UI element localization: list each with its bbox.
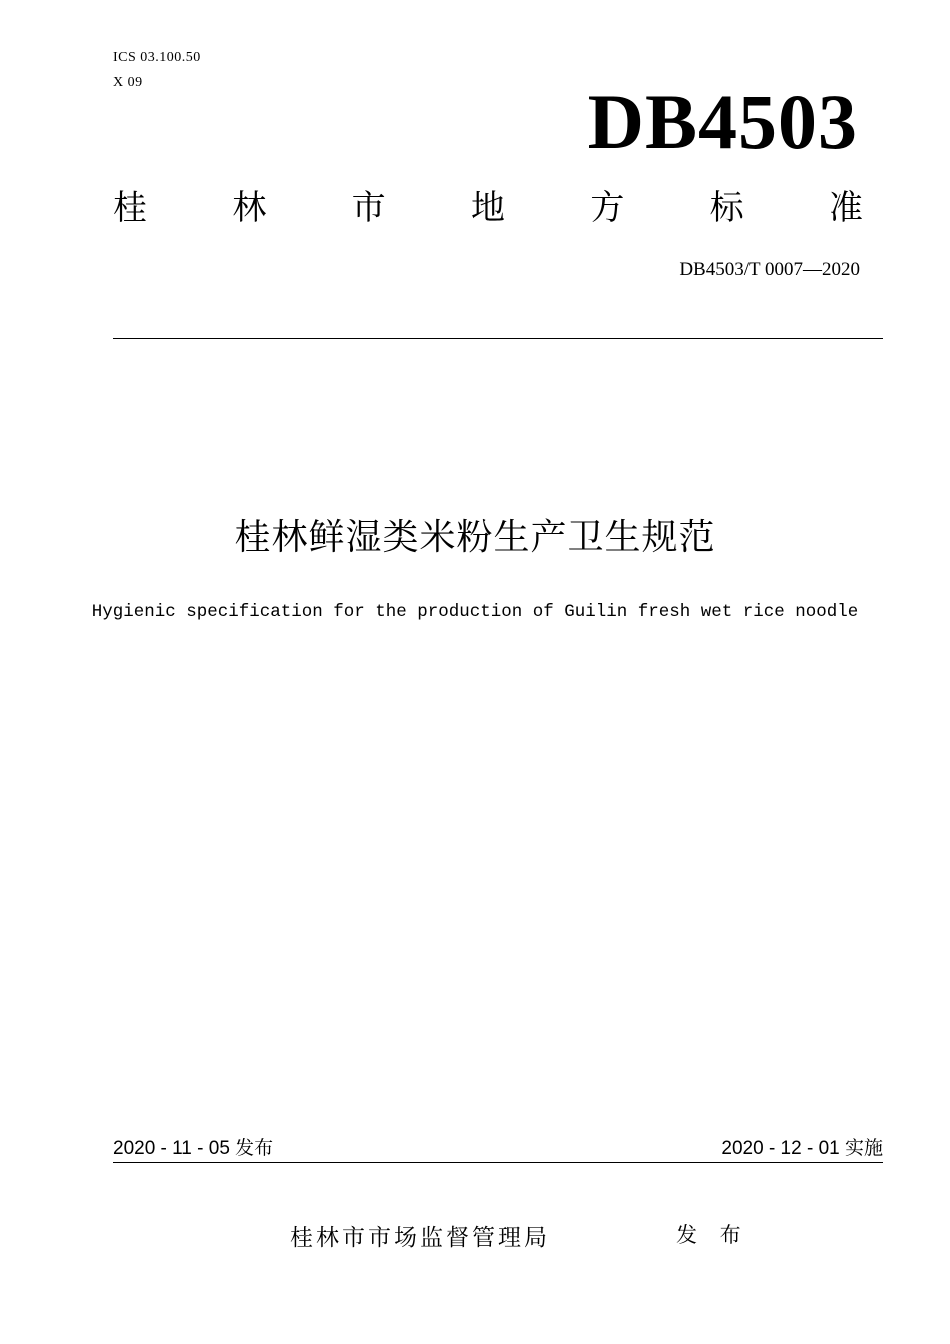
document-title-zh: 桂林鲜湿类米粉生产卫生规范 xyxy=(234,517,716,558)
footer-divider xyxy=(113,1162,883,1163)
ics-code: ICS 03.100.50 xyxy=(113,50,201,65)
standard-type-char: 准 xyxy=(828,188,863,228)
standard-type-char: 地 xyxy=(470,188,505,228)
implementation-date: 2020 - 12 - 01 实施 xyxy=(721,1138,883,1159)
issue-label: 发 布 xyxy=(676,1223,749,1247)
standard-code: DB4503 xyxy=(587,78,858,165)
standard-number: DB4503/T 0007—2020 xyxy=(679,259,860,280)
standard-type-char: 桂 xyxy=(113,188,147,228)
issue-date: 2020 - 11 - 05 发布 xyxy=(113,1138,274,1159)
standard-type-char: 林 xyxy=(232,188,267,228)
standard-type xyxy=(113,186,863,230)
standard-type-char: 市 xyxy=(351,188,386,228)
classification-code: X 09 xyxy=(113,75,143,90)
header-divider xyxy=(113,338,883,339)
standard-type-char: 方 xyxy=(590,188,625,228)
issuing-authority: 桂林市市场监督管理局 xyxy=(290,1225,550,1251)
document-title-en: Hygienic specification for the production of Guilin fresh wet rice noodle xyxy=(91,602,859,622)
standard-type-char: 标 xyxy=(709,188,744,228)
